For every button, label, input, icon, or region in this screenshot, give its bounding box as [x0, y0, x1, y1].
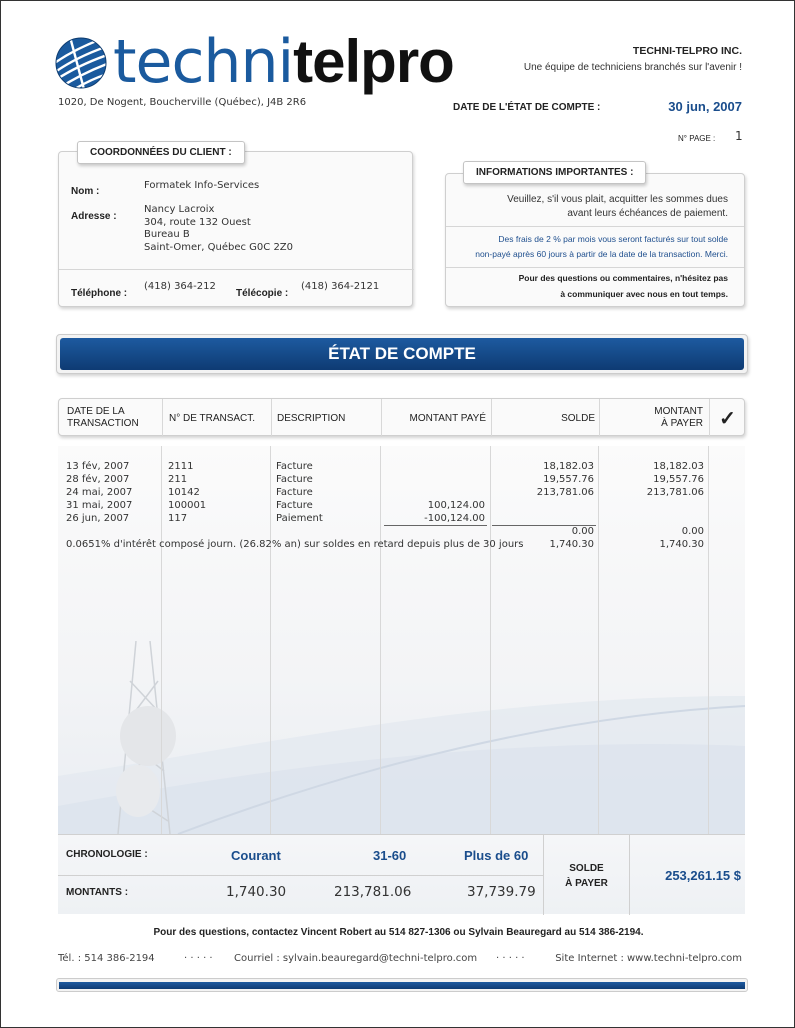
- row-paid: -100,124.00: [424, 513, 485, 524]
- paid-total-rule: [384, 525, 487, 526]
- client-address: [144, 204, 293, 254]
- col-header-paid: MONTANT PAYÉ: [409, 412, 486, 424]
- client-address-line: 304, route 132 Ouest: [144, 216, 251, 228]
- footer-separator: · · · · ·: [184, 953, 213, 964]
- aging-over-60-label: Plus de 60: [464, 848, 529, 863]
- client-info-tab: COORDONNÉES DU CLIENT :: [77, 141, 245, 164]
- subtotal-balance: 0.00: [571, 526, 594, 537]
- interest-due: 1,740.30: [659, 539, 704, 550]
- col-header-check-icon: ✓: [719, 407, 736, 430]
- company-address: 1020, De Nogent, Boucherville (Québec), J4B 2R6: [58, 97, 307, 108]
- col-divider: [381, 399, 382, 437]
- divider: [629, 835, 630, 915]
- col-divider: [708, 446, 709, 834]
- col-divider: [270, 446, 271, 834]
- info-fee-line2: non-payé après 60 jours à partir de la date de la transaction. Merci.: [475, 249, 728, 259]
- client-info-panel: [58, 151, 413, 307]
- col-header-number: N° DE TRANSACT.: [169, 412, 256, 424]
- col-header-due-l2: À PAYER: [661, 418, 703, 429]
- aging-31-60-label: 31-60: [373, 848, 407, 863]
- divider: [58, 875, 543, 876]
- col-header-due: [600, 399, 705, 437]
- page-number-value: 1: [735, 129, 743, 143]
- footer-phone: Tél. : 514 386-2194: [58, 953, 155, 964]
- page-number-label: N° PAGE :: [678, 134, 716, 143]
- row-paid: 100,124.00: [427, 500, 485, 511]
- col-header-description: DESCRIPTION: [277, 412, 346, 424]
- row-date: 26 jun, 2007: [66, 513, 130, 524]
- balance-due-label-l2: À PAYER: [565, 878, 608, 889]
- client-phone: (418) 364-212: [144, 281, 216, 292]
- statement-date-value: 30 jun, 2007: [668, 99, 742, 114]
- row-due: 213,781.06: [646, 487, 704, 498]
- client-address-label: Adresse :: [71, 211, 117, 222]
- table-body: [58, 446, 745, 834]
- balance-due-label-l1: SOLDE: [569, 863, 604, 874]
- amounts-label: MONTANTS :: [66, 887, 129, 898]
- divider: [59, 269, 414, 270]
- info-fee-line1: Des frais de 2 % par mois vous seront facturés sur tout solde: [498, 234, 728, 244]
- footer-separator: · · · · ·: [496, 953, 525, 964]
- col-divider: [162, 399, 163, 437]
- subtotal-due: 0.00: [681, 526, 704, 537]
- col-header-due-l1: MONTANT: [654, 406, 703, 417]
- client-name: Formatek Info-Services: [144, 180, 260, 191]
- contact-line: Pour des questions, contactez Vincent Robert au 514 827-1306 ou Sylvain Beauregard au 514 386-2194.: [153, 927, 644, 938]
- client-fax-label: Télécopie :: [236, 288, 289, 299]
- row-number: 117: [168, 513, 188, 524]
- row-balance: 213,781.06: [536, 487, 594, 498]
- row-description: Paiement: [276, 513, 323, 524]
- bottom-bar: [59, 982, 745, 989]
- interest-balance: 1,740.30: [549, 539, 594, 550]
- row-date: 31 mai, 2007: [66, 500, 133, 511]
- divider: [446, 226, 744, 227]
- info-contact-line2: à communiquer avec nous en tout temps.: [560, 289, 728, 299]
- logo-suffix: telpro: [293, 28, 454, 95]
- balance-due-label: [544, 861, 629, 891]
- info-notice-line2: avant leurs échéances de paiement.: [567, 208, 728, 219]
- client-address-line: Bureau B: [144, 229, 190, 240]
- info-notice-line1: Veuillez, s'il vous plait, acquitter les sommes dues: [507, 194, 728, 205]
- row-description: Facture: [276, 474, 313, 485]
- row-description: Facture: [276, 487, 313, 498]
- aging-over-60-amount: 37,739.79: [467, 884, 536, 900]
- aging-31-60-amount: 213,781.06: [334, 884, 412, 900]
- statement-date-label: DATE DE L'ÉTAT DE COMPTE :: [453, 102, 601, 113]
- col-divider: [271, 399, 272, 437]
- col-header-balance: SOLDE: [561, 412, 595, 424]
- row-date: 28 fév, 2007: [66, 474, 130, 485]
- client-fax: (418) 364-2121: [301, 281, 380, 292]
- globe-logo-icon: [55, 37, 107, 89]
- row-number: 2111: [168, 461, 194, 472]
- balance-due-total: 253,261.15 $: [665, 868, 741, 883]
- col-divider: [709, 399, 710, 437]
- row-number: 10142: [168, 487, 200, 498]
- row-balance: 19,557.76: [543, 474, 594, 485]
- chronology-label: CHRONOLOGIE :: [66, 849, 148, 860]
- client-address-line: Nancy Lacroix: [144, 204, 215, 215]
- col-divider: [491, 399, 492, 437]
- client-address-line: Saint-Omer, Québec G0C 2Z0: [144, 241, 294, 253]
- interest-text: 0.0651% d'intérêt composé journ. (26.82% an) sur soldes en retard depuis plus de 30 jours: [66, 539, 524, 550]
- col-divider: [599, 399, 600, 437]
- logo-wordmark: [113, 27, 454, 97]
- important-info-tab: INFORMATIONS IMPORTANTES :: [463, 161, 646, 184]
- antenna-tower-icon: [88, 641, 208, 834]
- col-header-date: [67, 399, 167, 437]
- row-date: 13 fév, 2007: [66, 461, 130, 472]
- row-description: Facture: [276, 500, 313, 511]
- logo-prefix: techni: [113, 27, 294, 97]
- footer-email: Courriel : sylvain.beauregard@techni-telpro.com: [234, 953, 478, 964]
- row-due: 18,182.03: [653, 461, 704, 472]
- statement-title-banner: ÉTAT DE COMPTE: [60, 338, 744, 370]
- info-contact-line1: Pour des questions ou commentaires, n'hésitez pas: [518, 273, 728, 283]
- col-divider: [161, 446, 162, 834]
- client-name-label: Nom :: [71, 186, 100, 197]
- col-header-date-l2: TRANSACTION: [67, 418, 139, 429]
- row-due: 19,557.76: [653, 474, 704, 485]
- company-tagline: Une équipe de techniciens branchés sur l'avenir !: [523, 62, 742, 73]
- company-name: TECHNI-TELPRO INC.: [632, 45, 742, 57]
- divider: [446, 267, 744, 268]
- col-divider: [490, 446, 491, 834]
- row-date: 24 mai, 2007: [66, 487, 133, 498]
- aging-summary: [58, 834, 745, 914]
- row-description: Facture: [276, 461, 313, 472]
- col-divider: [380, 446, 381, 834]
- row-balance: 18,182.03: [543, 461, 594, 472]
- client-phone-label: Téléphone :: [71, 288, 128, 299]
- col-header-date-l1: DATE DE LA: [67, 406, 125, 417]
- row-number: 100001: [168, 500, 207, 511]
- table-header: [58, 398, 745, 436]
- footer-website: Site Internet : www.techni-telpro.com: [555, 953, 742, 964]
- row-number: 211: [168, 474, 188, 485]
- aging-current-label: Courant: [231, 848, 281, 863]
- col-divider: [598, 446, 599, 834]
- aging-current-amount: 1,740.30: [226, 884, 287, 900]
